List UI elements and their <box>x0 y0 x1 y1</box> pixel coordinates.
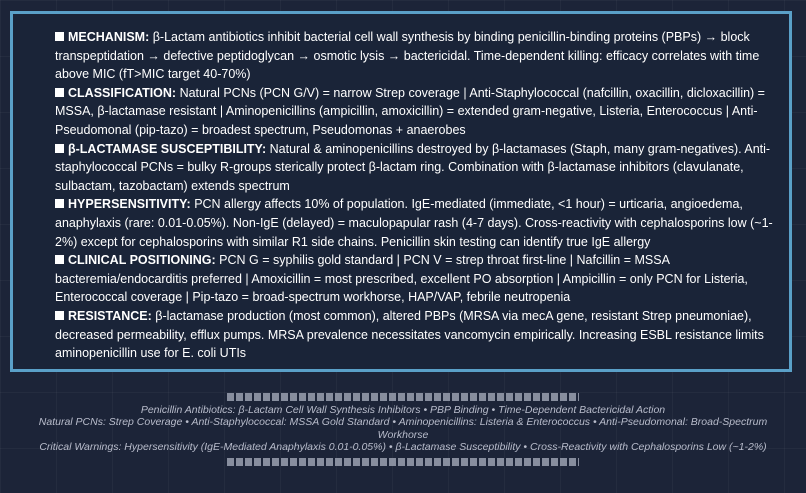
section-clinical-positioning <box>55 251 785 307</box>
section-label: β-LACTAMASE SUSCEPTIBILITY: <box>68 141 267 156</box>
section-label: MECHANISM: <box>68 30 150 44</box>
card-content <box>55 28 785 363</box>
square-bullet-icon <box>55 255 64 264</box>
section-label: RESISTANCE: <box>68 308 152 323</box>
square-bullet-icon <box>55 144 64 153</box>
section-text: PCN G = syphilis gold standard | PCN V = strep throat first-line | Nafcillin = MSSA bacteremia/endocarditis preferred | Amoxicillin = most prescribed, excellent PO absorption | Ampicillin = only PCN for Listeria, Enterococcal coverage | Pip-tazo = broad-spectrum workhorse, HAP/VAP, febrile neutropenia <box>55 253 748 305</box>
footer-line-3: Critical Warnings: Hypersensitivity (IgE-Mediated Anaphylaxis 0.01-0.05%) • β-Lactamase Susceptibility • Cross-Reactivity with Cephalosporins Low (~1-2%) <box>39 441 767 454</box>
section-text: β-lactamase production (most common), altered PBPs (MRSA via mecA gene, resistant Strep pneumoniae), decreased permeability, efflux pumps. MRSA prevalence necessitates vancomycin empirically. Increasing ESBL resistance limits aminopenicillin use for E. coli UTIs <box>55 308 764 361</box>
footer-line-1: Penicillin Antibiotics: β-Lactam Cell Wall Synthesis Inhibitors • PBP Binding • Time-Dependent Bactericidal Action <box>140 404 666 416</box>
section-label: CLINICAL POSITIONING: <box>68 253 216 268</box>
square-bullet-icon <box>55 88 64 97</box>
section-text: β-Lactam antibiotics inhibit bacterial cell wall synthesis by binding penicillin-binding proteins (PBPs) → block transpeptidation → defective peptidoglycan → osmotic lysis → bactericidal. Time-dependent killing: efficacy correlates with time above MIC (fT>MIC target 40-70%) <box>55 30 760 82</box>
square-bullet-icon <box>55 199 64 208</box>
section-text: Natural PCNs (PCN G/V) = narrow Strep coverage | Anti-Staphylococcal (nafcillin, oxacillin, dicloxacillin) = MSSA, β-lactamase resistant | Aminopenicillins (ampicillin, amoxicillin) = extended gram-negative, Listeria, Enterococcus | Anti-Pseudomonal (pip-tazo) = broadest spectrum, Pseudomonas + anaerobes <box>55 85 765 137</box>
footer-line-2: Natural PCNs: Strep Coverage • Anti-Staphylococcal: MSSA Gold Standard • Aminopenicillins: Listeria & Enterococcus • Anti-Pseudomonal: Broad-Spectrum Workhorse <box>38 416 768 441</box>
summary-card <box>10 11 792 372</box>
section-classification <box>55 84 785 140</box>
section-resistance <box>55 307 785 363</box>
footer-divider-top <box>227 393 579 401</box>
footer-divider-bottom <box>227 458 579 466</box>
section-text: Natural & aminopenicillins destroyed by β-lactamases (Staph, many gram-negatives). Anti-staphylococcal PCNs = bulky R-groups sterically protect β-lactam ring. Combination with β-lactamase inhibitors (clavulanate, sulbactam, tazobactam) extends spectrum <box>55 141 771 193</box>
section-beta-lactamase-susceptibility <box>55 140 785 196</box>
square-bullet-icon <box>55 32 64 41</box>
section-hypersensitivity <box>55 195 785 251</box>
section-label: CLASSIFICATION: <box>68 85 177 100</box>
section-mechanism <box>55 28 785 84</box>
section-text: PCN allergy affects 10% of population. IgE-mediated (immediate, <1 hour) = urticaria, angioedema, anaphylaxis (rare: 0.01-0.05%). Non-IgE (delayed) = maculopapular rash (4-7 days). Cross-reactivity with cephalosporins low (~1-2%) except for cephalosporins with similar R1 side chains. Penicillin skin testing can identify true IgE allergy <box>55 197 773 249</box>
square-bullet-icon <box>55 311 64 320</box>
footer-caption <box>0 393 806 466</box>
section-label: HYPERSENSITIVITY: <box>68 197 191 212</box>
